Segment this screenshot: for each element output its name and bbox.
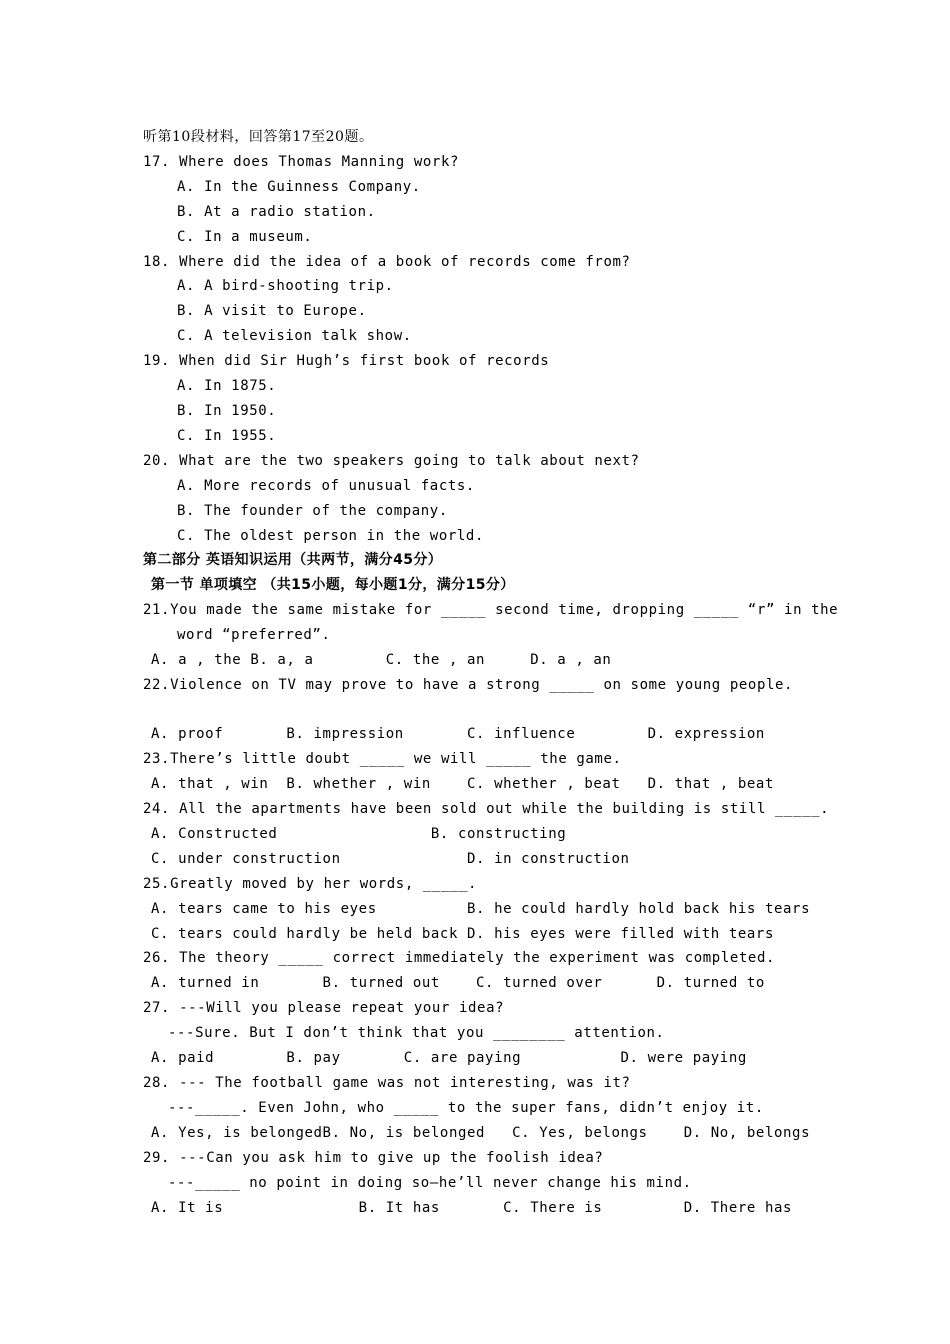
question-19: 19. When did Sir Hugh’s first book of records	[143, 353, 550, 369]
question-28-reply: ---_____. Even John, who _____ to the super fans, didn’t enjoy it.	[168, 1100, 764, 1116]
options-24-ab: A. Constructed B. constructing	[151, 826, 567, 842]
options-28: A. Yes, is belongedB. No, is belonged C. Yes, belongs D. No, belongs	[151, 1125, 811, 1141]
question-26: 26. The theory _____ correct immediately the experiment was completed.	[143, 950, 776, 966]
question-21: 21.You made the same mistake for _____ second time, dropping _____ “r” in the	[143, 602, 839, 618]
option-17c: C. In a museum.	[177, 229, 313, 245]
options-25-cd: C. tears could hardly be held back D. his eyes were filled with tears	[151, 926, 774, 942]
option-19b: B. In 1950.	[177, 403, 277, 419]
options-21: A. a , the B. a, a C. the , an D. a , an	[151, 652, 612, 668]
option-19a: A. In 1875.	[177, 378, 277, 394]
option-20c: C. The oldest person in the world.	[177, 528, 484, 544]
options-29: A. It is B. It has C. There is D. There has	[151, 1200, 793, 1216]
options-23: A. that , win B. whether , win C. whether , beat D. that , beat	[151, 776, 774, 792]
option-17a: A. In the Guinness Company.	[177, 179, 421, 195]
question-29: 29. ---Can you ask him to give up the foolish idea?	[143, 1150, 604, 1166]
options-25-ab: A. tears came to his eyes B. he could hardly hold back his tears	[151, 901, 811, 917]
option-18a: A. A bird-shooting trip.	[177, 278, 394, 294]
options-26: A. turned in B. turned out C. turned over D. turned to	[151, 975, 765, 991]
question-25: 25.Greatly moved by her words, _____.	[143, 876, 478, 892]
question-17: 17. Where does Thomas Manning work?	[143, 154, 460, 170]
options-24-cd: C. under construction D. in construction	[151, 851, 630, 867]
question-23: 23.There’s little doubt _____ we will _____ the game.	[143, 751, 622, 767]
question-29-reply: ---_____ no point in doing so—he’ll never change his mind.	[168, 1175, 692, 1191]
part-two-heading: 第二部分 英语知识运用（共两节，满分45分）	[143, 552, 443, 568]
question-27: 27. ---Will you please repeat your idea?	[143, 1000, 505, 1016]
question-24: 24. All the apartments have been sold out while the building is still _____.	[143, 801, 830, 817]
question-28: 28. --- The football game was not interesting, was it?	[143, 1075, 631, 1091]
section-instruction: 听第10段材料，回答第17至20题。	[143, 129, 374, 145]
question-18: 18. Where did the idea of a book of records come from?	[143, 254, 631, 270]
options-22: A. proof B. impression C. influence D. expression	[151, 726, 765, 742]
question-20: 20. What are the two speakers going to talk about next?	[143, 453, 640, 469]
option-17b: B. At a radio station.	[177, 204, 376, 220]
option-20a: A. More records of unusual facts.	[177, 478, 475, 494]
section-one-heading: 第一节 单项填空 （共15小题，每小题1分，满分15分）	[151, 577, 515, 593]
option-19c: C. In 1955.	[177, 428, 277, 444]
options-27: A. paid B. pay C. are paying D. were paying	[151, 1050, 747, 1066]
option-18b: B. A visit to Europe.	[177, 303, 367, 319]
question-21-cont: word “preferred”.	[177, 627, 331, 643]
option-18c: C. A television talk show.	[177, 328, 412, 344]
option-20b: B. The founder of the company.	[177, 503, 448, 519]
question-27-reply: ---Sure. But I don’t think that you ________ attention.	[168, 1025, 665, 1041]
question-22: 22.Violence on TV may prove to have a strong _____ on some young people.	[143, 677, 794, 693]
